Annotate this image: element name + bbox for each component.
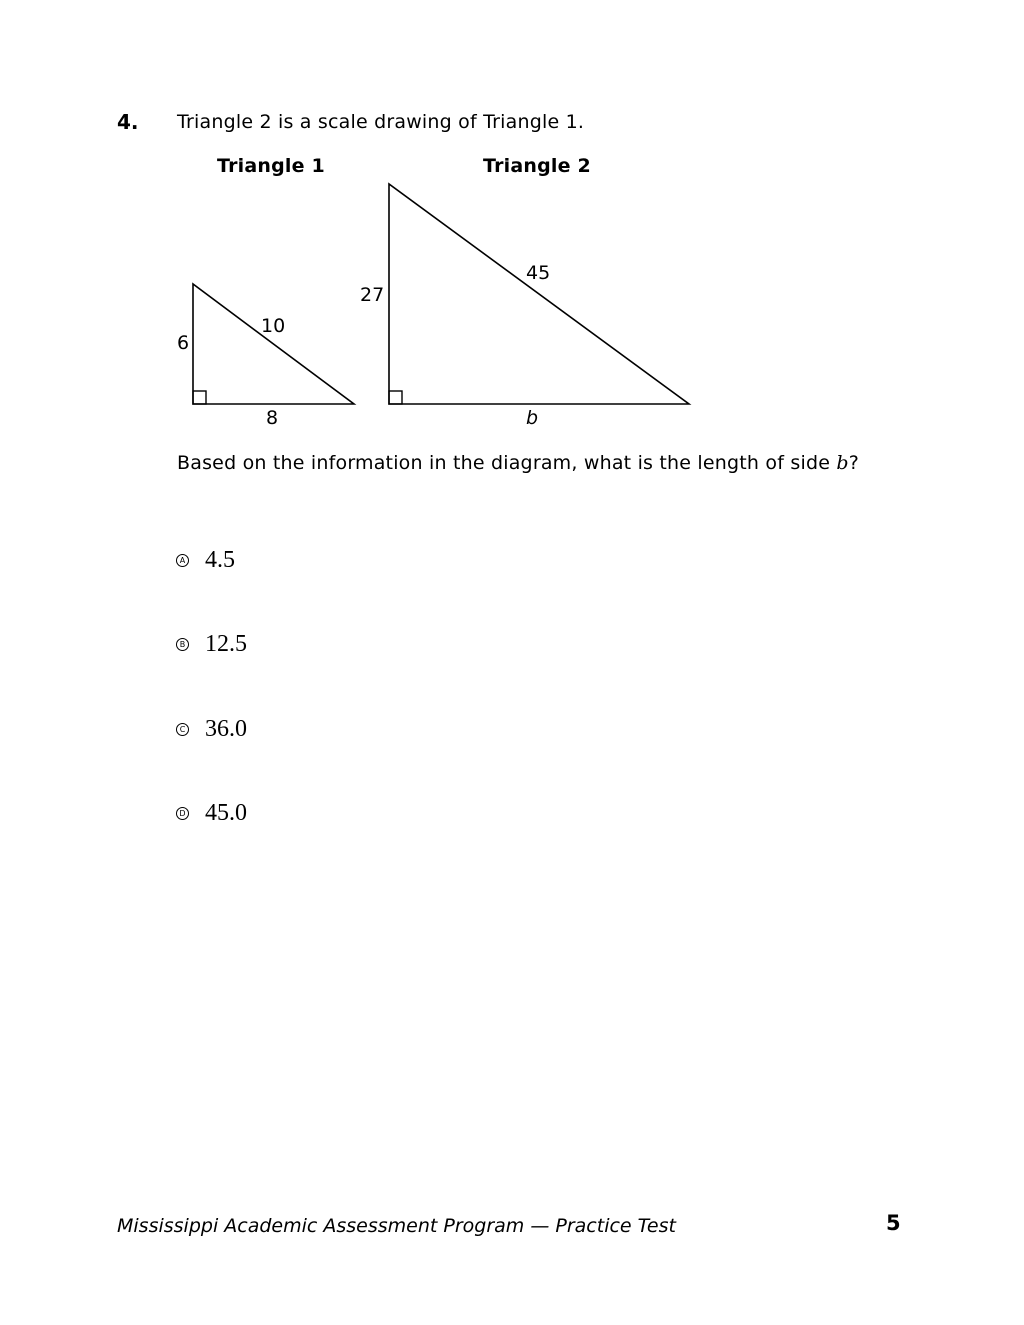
triangle-1-side-vertical-label: 6 <box>177 332 190 354</box>
choice-c-value: 36.0 <box>205 716 247 742</box>
choice-d-value: 45.0 <box>205 800 247 826</box>
triangle-1-right-angle-mark <box>193 391 206 404</box>
triangle-2-right-angle-mark <box>389 391 402 404</box>
choice-c-bubble[interactable]: C <box>176 723 189 736</box>
choice-b-value: 12.5 <box>205 631 247 657</box>
page-number: 5 <box>886 1211 901 1235</box>
question-prompt-text: Based on the information in the diagram, what is the length of side <box>177 452 837 474</box>
question-prompt <box>177 451 877 475</box>
question-prompt-variable: b <box>836 452 849 474</box>
answer-choice-c[interactable] <box>176 716 247 743</box>
choice-a-bubble[interactable]: A <box>176 554 189 567</box>
question-prompt-end: ? <box>848 452 860 474</box>
question-number: 4. <box>117 110 139 134</box>
answer-choice-d[interactable] <box>176 800 247 827</box>
triangle-1-shape <box>193 284 354 404</box>
triangle-2-side-vertical-label: 27 <box>360 284 385 306</box>
triangle-1-side-base-label: 8 <box>266 407 279 429</box>
footer-title: Mississippi Academic Assessment Program — Practice Test <box>117 1215 676 1237</box>
triangle-2-side-base-label: b <box>526 407 539 429</box>
triangle-diagram <box>0 0 1024 440</box>
question-stem: Triangle 2 is a scale drawing of Triangle 1. <box>177 111 585 133</box>
answer-choice-a[interactable] <box>176 547 235 574</box>
choice-d-bubble[interactable]: D <box>176 807 189 820</box>
choice-b-bubble[interactable]: B <box>176 638 189 651</box>
answer-choice-b[interactable] <box>176 631 247 658</box>
triangle-1-side-hypotenuse-label: 10 <box>261 315 286 337</box>
triangle-2-side-hypotenuse-label: 45 <box>526 262 551 284</box>
choice-a-value: 4.5 <box>205 547 235 573</box>
triangle-1-title: Triangle 1 <box>217 155 325 177</box>
triangle-2-title: Triangle 2 <box>483 155 591 177</box>
triangle-2-shape <box>389 184 689 404</box>
